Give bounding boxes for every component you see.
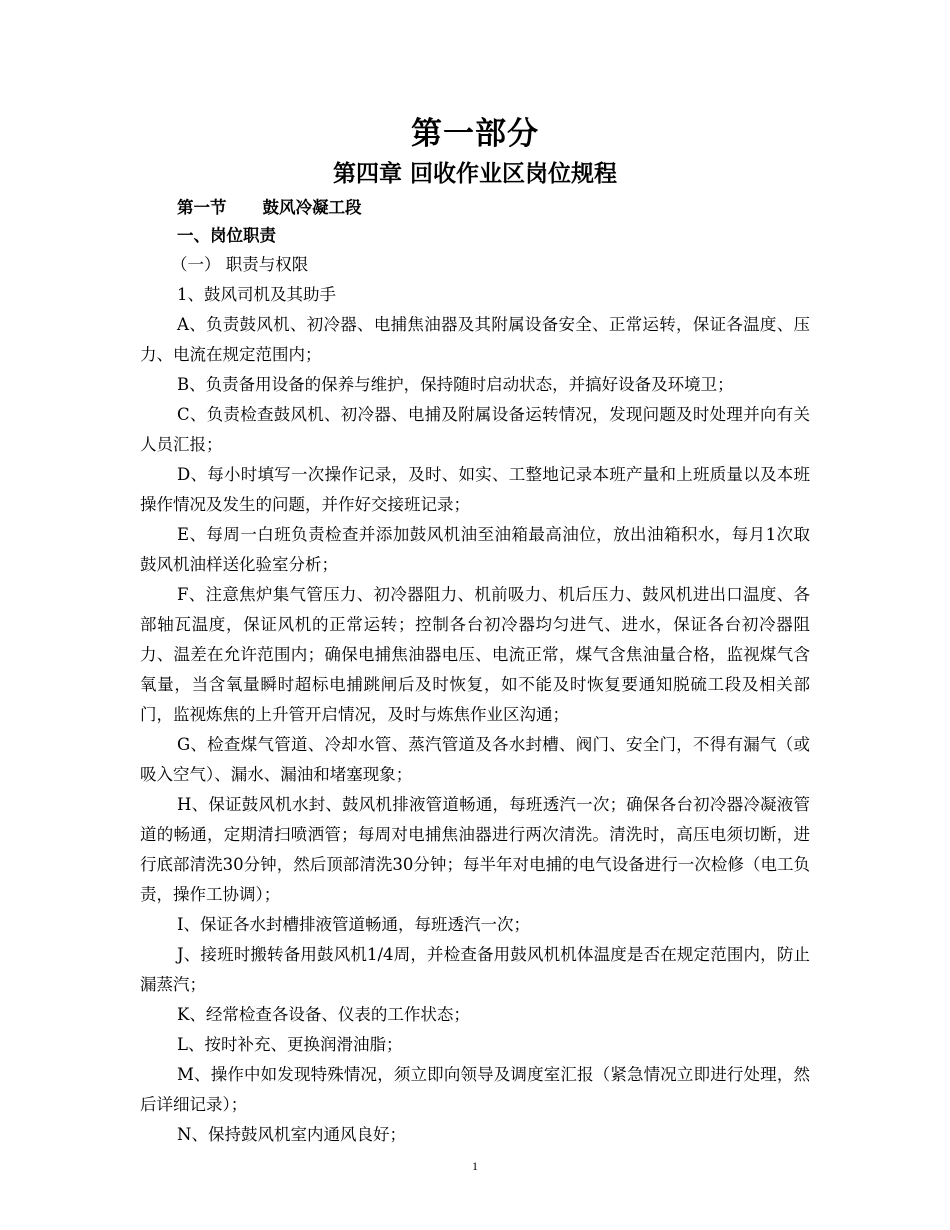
paragraph-m: M、操作中如发现特殊情况，须立即向领导及调度室汇报（紧急情况立即进行处理，然后详细记录）；: [140, 1065, 810, 1114]
paragraph-a: A、负责鼓风机、初冷器、电捕焦油器及其附属设备安全、正常运转，保证各温度、压力、电流在规定范围内；: [140, 315, 810, 364]
paragraph-n: N、保持鼓风机室内通风良好；: [177, 1125, 406, 1144]
paragraph-i: I、保证各水封槽排液管道畅通，每班透汽一次；: [177, 915, 531, 934]
chapter-title: 第四章 回收作业区岗位规程: [332, 161, 617, 187]
paragraph-j: J、接班时搬转备用鼓风机1/4周，并检查备用鼓风机机体温度是否在规定范围内，防止漏蒸汽；: [140, 945, 810, 994]
paragraph-d: D、每小时填写一次操作记录，及时、如实、工整地记录本班产量和上班质量以及本班操作情况及发生的问题，并作好交接班记录；: [140, 465, 810, 514]
paragraph-c: C、负责检查鼓风机、初冷器、电捕及附属设备运转情况，发现问题及时处理并向有关人员汇报；: [140, 405, 810, 454]
section-label: 第一节: [177, 198, 227, 217]
paragraph-k: K、经常检查各设备、仪表的工作状态；: [177, 1005, 470, 1024]
paragraph-h: H、保证鼓风机水封、鼓风机排液管道畅通，每班透汽一次；确保各台初冷器冷凝液管道的畅通，定期清扫喷洒管；每周对电捕焦油器进行两次清洗。清洗时，高压电须切断，进行底部清洗30分钟，然后顶部清洗30分钟；每半年对电捕的电气设备进行一次检修（电工负责，操作工协调）；: [140, 795, 810, 904]
paragraph-e: E、每周一白班负责检查并添加鼓风机油至油箱最高油位，放出油箱积水，每月1次取鼓风机油样送化验室分析；: [140, 525, 810, 574]
section-heading: [140, 194, 810, 222]
document-body: [140, 110, 810, 1150]
item-heading-blower-operator: 1、鼓风司机及其助手: [177, 285, 336, 304]
paragraph-f: F、注意焦炉集气管压力、初冷器阻力、机前吸力、机后压力、鼓风机进出口温度、各部轴瓦温度，保证风机的正常运转；控制各台初冷器均匀进气、进水，保证各台初冷器阻力、温差在允许范围内；确保电捕焦油器电压、电流正常，煤气含焦油量合格，监视煤气含氧量，当含氧量瞬时超标电捕跳闸后及时恢复，如不能及时恢复要通知脱硫工段及相关部门，监视炼焦的上升管开启情况，及时与炼焦作业区沟通；: [140, 585, 810, 724]
page-number: 1: [472, 1159, 478, 1173]
part-title: 第一部分: [411, 116, 539, 152]
heading-duties: 一、岗位职责: [177, 226, 276, 245]
sub-heading-responsibility: （一） 职责与权限: [171, 255, 309, 274]
paragraph-g: G、检查煤气管道、冷却水管、蒸汽管道及各水封槽、阀门、安全门，不得有漏气（或吸入空气）、漏水、漏油和堵塞现象；: [140, 735, 810, 784]
paragraph-b: B、负责备用设备的保养与维护，保持随时启动状态，并搞好设备及环境卫；: [177, 375, 734, 394]
section-name: 鼓风冷凝工段: [262, 198, 362, 217]
paragraph-l: L、按时补充、更换润滑油脂；: [177, 1035, 403, 1054]
